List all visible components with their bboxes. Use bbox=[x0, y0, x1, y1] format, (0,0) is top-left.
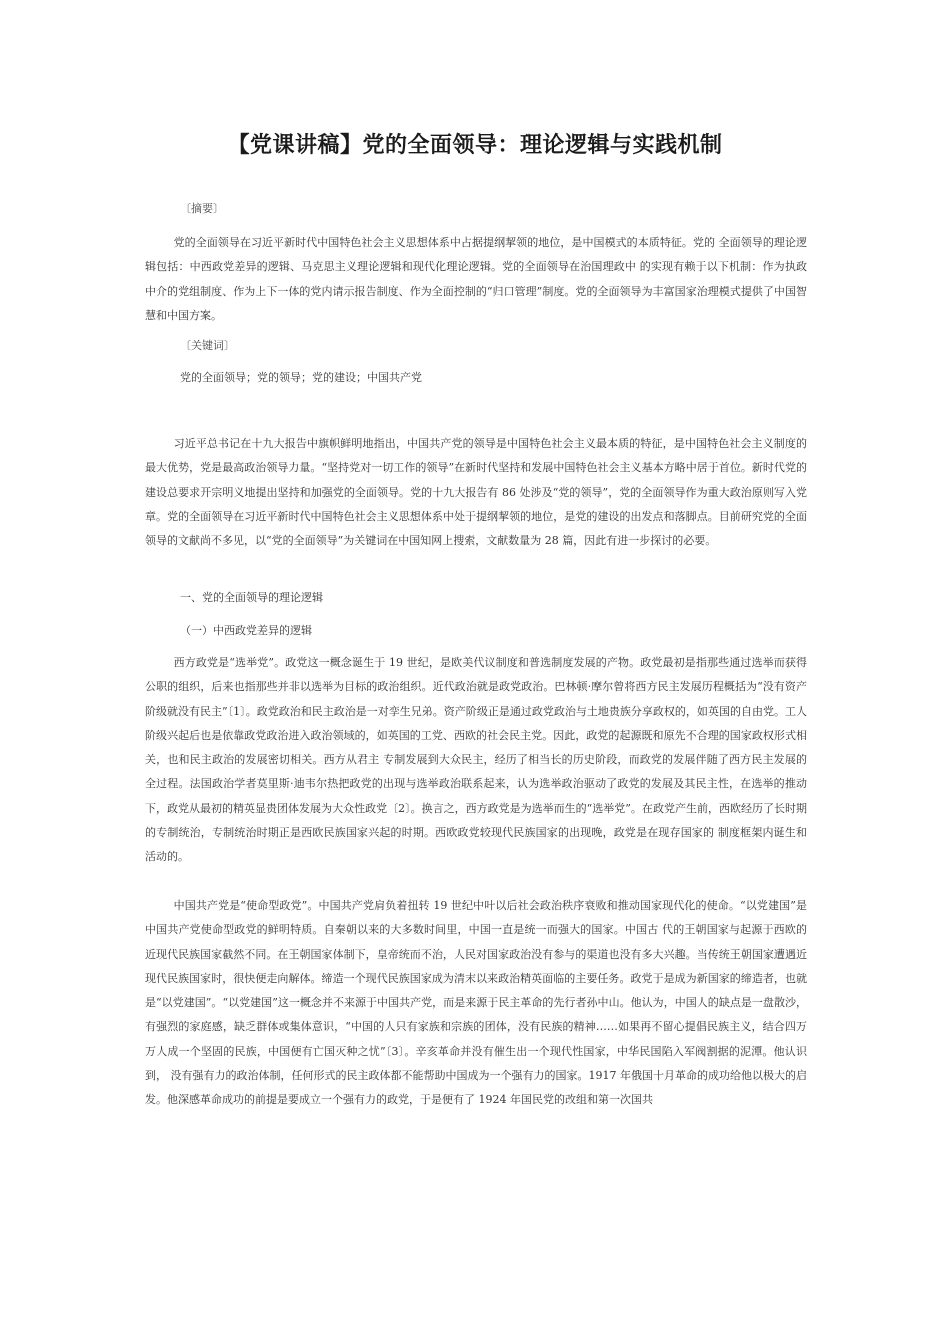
intro-paragraph: 习近平总书记在十九大报告中旗帜鲜明地指出，中国共产党的领导是中国特色社会主义最本质的特征，是中国特色社会主义制度的最大优势，党是最高政治领导力量。“坚持党对一切工作的领导”在新时代坚持和发展中国特色社会主义基本方略中居于首位。新时代党的建设总要求开宗明义地提出坚持和加强党的全面领导。党的十九大报告有 86 处涉及“党的领导”，党的全面领导作为重大政治原则写入党章。党的全面领导在习近平新时代中国特色社会主义思想体系中处于提纲挈领的地位，是党的建设的出发点和落脚点。目前研究党的全面领导的文献尚不多见，以“党的全面领导”为关键词在中国知网上搜索，文献数量为 28 篇，因此有进一步探讨的必要。 bbox=[145, 437, 807, 548]
subsection-heading: （一）中西政党差异的逻辑 bbox=[180, 624, 312, 637]
intro-block bbox=[145, 432, 807, 553]
abstract-label: 〔摘要〕 bbox=[180, 202, 224, 215]
keywords-label: 〔关键词〕 bbox=[180, 339, 235, 352]
body-block-west-parties bbox=[145, 651, 807, 870]
keywords-text: 党的全面领导；党的领导；党的建设；中国共产党 bbox=[180, 371, 422, 384]
abstract-text-block bbox=[145, 231, 807, 328]
document-title: 【党课讲稿】党的全面领导：理论逻辑与实践机制 bbox=[227, 133, 723, 158]
body-block-cpc bbox=[145, 894, 807, 1113]
section-heading: 一、党的全面领导的理论逻辑 bbox=[180, 591, 323, 604]
body-paragraph-cpc: 中国共产党是“使命型政党”。中国共产党肩负着扭转 19 世纪中叶以后社会政治秩序衰败和推动国家现代化的使命。“以党建国”是中国共产党使命型政党的鲜明特质。自秦朝以来的大多数时间里，中国一直是统一而强大的国家。中国古 代的王朝国家与起源于西欧的近现代民族国家截然不同。在王朝国家体制下，皇帝统而不治，人民对国家政治没有参与的渠道也没有多大兴趣。当传统王朝国家遭遇近现代民族国家时，很快便走向解体。缔造一个现代民族国家成为清末以来政治精英面临的主要任务。政党于是成为新国家的缔造者，也就是“以党建国”。“以党建国”这一概念并不来源于中国共产党，而是来源于民主革命的先行者孙中山。他认为，中国人的缺点是一盘散沙，有强烈的家庭感，缺乏群体或集体意识，“中国的人只有家族和宗族的团体，没有民族的精神……如果再不留心提倡民族主义，结合四万万人成一个坚固的民族，中国便有亡国灭种之忧”〔3〕。辛亥革命并没有催生出一个现代性国家，中华民国陷入军阀割据的泥潭。他认识到， 没有强有力的政治体制，任何形式的民主政体都不能帮助中国成为一个强有力的国家。1917 年俄国十月革命的成功给他以极大的启发。他深感革命成功的前提是要成立一个强有力的政党，于是便有了 1924 年国民党的改组和第一次国共 bbox=[145, 899, 807, 1107]
body-paragraph-west: 西方政党是“选举党”。政党这一概念诞生于 19 世纪，是欧美代议制度和普选制度发展的产物。政党最初是指那些通过选举而获得公职的组织，后来也指那些并非以选举为目标的政治组织。近代政治就是政党政治。巴林顿·摩尔曾将西方民主发展历程概括为“没有资产阶级就没有民主”〔1〕。政党政治和民主政治是一对孪生兄弟。资产阶级正是通过政党政治与土地贵族分享政权的，如英国的自由党。工人阶级兴起后也是依靠政党政治进入政治领域的，如英国的工党、西欧的社会民主党。因此，政党的起源既和原先不合理的国家政权形式相关，也和民主政治的发展密切相关。西方从君主 专制发展到大众民主，经历了相当长的历史阶段，而政党的发展伴随了西方民主发展的全过程。法国政治学者莫里斯·迪韦尔热把政党的出现与选举政治联系起来，认为选举政治驱动了政党的发展及其民主性，在选举的推动下，政党从最初的精英显贵团体发展为大众性政党〔2〕。换言之，西方政党是为选举而生的“选举党”。在政党产生前，西欧经历了长时期的专制统治，专制统治时期正是西欧民族国家兴起的时期。西欧政党较现代民族国家的出现晚，政党是在现存国家的 制度框架内诞生和活动的。 bbox=[145, 656, 807, 864]
abstract-paragraph: 党的全面领导在习近平新时代中国特色社会主义思想体系中占据提纲挈领的地位，是中国模式的本质特征。党的 全面领导的理论逻辑包括：中西政党差异的逻辑、马克思主义理论逻辑和现代化理论逻辑。党的全面领导在治国理政中 的实现有赖于以下机制：作为执政中介的党组制度、作为上下一体的党内请示报告制度、作为全面控制的“归口管理”制度。党的全面领导为丰富国家治理模式提供了中国智慧和中国方案。 bbox=[145, 236, 807, 322]
